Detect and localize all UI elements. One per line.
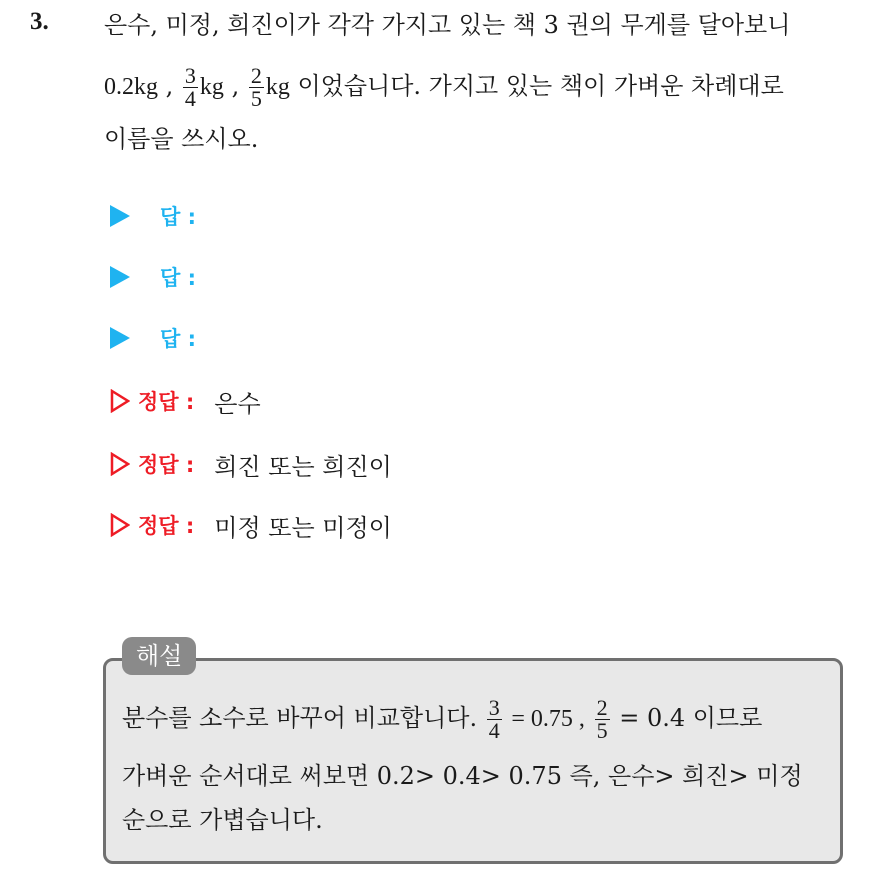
- weight-decimal: 0.2kg: [104, 74, 158, 100]
- fraction-numerator: 3: [488, 695, 500, 720]
- outline-triangle-icon: [110, 389, 130, 413]
- question-line-3: 이름을 쓰시오.: [104, 125, 259, 153]
- answer-row[interactable]: [110, 260, 196, 294]
- question-line-2: [104, 58, 784, 115]
- explanation-line-1-text: 분수를 소수로 바꾸어 비교합니다.: [122, 704, 478, 732]
- explanation-line-1: [122, 690, 762, 747]
- outline-triangle-icon: [110, 452, 130, 476]
- answer-label: 답 :: [160, 327, 196, 351]
- fraction-numerator: 3: [184, 63, 196, 88]
- equals-value: = 0.4 이므로: [619, 704, 763, 732]
- fraction-three-quarters: [487, 697, 502, 742]
- play-arrow-icon: [110, 266, 130, 288]
- fraction-denominator: 5: [250, 86, 262, 111]
- explanation-line-2: 가벼운 순서대로 써보면 0.2> 0.4> 0.75 즉, 은수> 희진> 미정: [122, 762, 803, 790]
- answer-key-label: 정답 :: [138, 390, 195, 414]
- fraction-denominator: 5: [596, 718, 608, 743]
- unit-kg: kg: [199, 74, 224, 100]
- question-line-1: 은수, 미정, 희진이가 각각 가지고 있는 책 3 권의 무게를 달아보니: [104, 11, 791, 39]
- play-arrow-icon: [110, 205, 130, 227]
- answer-key-row: [110, 383, 261, 419]
- answer-key-value: 미정 또는 미정이: [214, 513, 392, 542]
- fraction-denominator: 4: [184, 86, 196, 111]
- outline-triangle-icon: [110, 513, 130, 537]
- answer-label: 답 :: [160, 205, 196, 229]
- fraction-denominator: 4: [488, 718, 500, 743]
- answer-key-row: [110, 507, 392, 543]
- answer-label: 답 :: [160, 266, 196, 290]
- fraction-numerator: 2: [250, 63, 262, 88]
- answer-key-label: 정답 :: [138, 514, 195, 538]
- fraction-two-fifths: [595, 697, 610, 742]
- separator: ,: [165, 72, 174, 100]
- question-line-2-tail: 이었습니다. 가지고 있는 책이 가벼운 차례대로: [297, 72, 784, 100]
- play-arrow-icon: [110, 327, 130, 349]
- answer-row[interactable]: [110, 321, 196, 355]
- question-number: 3.: [30, 8, 49, 35]
- explanation-line-3: 순으로 가볍습니다.: [122, 806, 323, 834]
- unit-kg: kg: [265, 74, 290, 100]
- answer-key-label: 정답 :: [138, 453, 195, 477]
- answer-key-value: 희진 또는 희진이: [214, 452, 392, 481]
- answer-key-row: [110, 446, 392, 482]
- answer-row[interactable]: [110, 199, 196, 233]
- equals-value: = 0.75 ,: [511, 706, 585, 732]
- separator: ,: [231, 72, 240, 100]
- fraction-three-quarters: [183, 65, 198, 110]
- fraction-two-fifths: [249, 65, 264, 110]
- explanation-tab: 해설: [122, 637, 196, 675]
- answer-key-value: 은수: [214, 389, 261, 418]
- fraction-numerator: 2: [596, 695, 608, 720]
